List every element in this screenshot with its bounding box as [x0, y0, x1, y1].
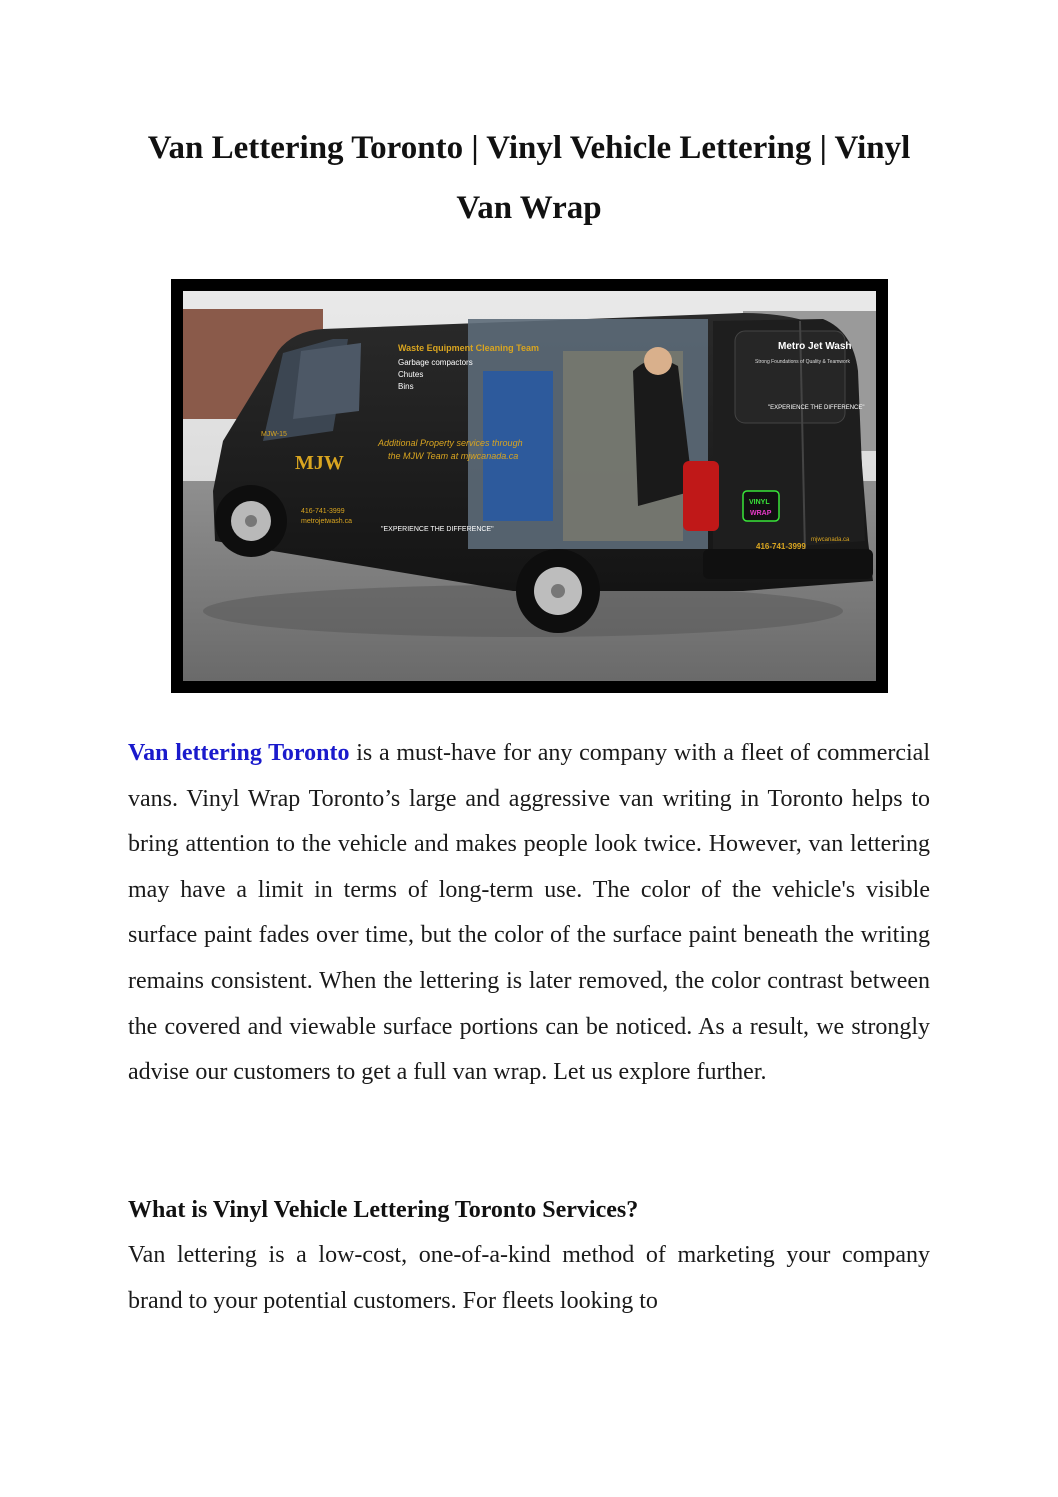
document-title: Van Lettering Toronto | Vinyl Vehicle Lettering | Vinyl Van Wrap — [147, 130, 911, 226]
side-phone: 416-741-3999 — [301, 508, 345, 515]
rear-website: mjwcanada.ca — [811, 537, 850, 543]
rear-phone: 416-741-3999 — [756, 542, 806, 551]
van-lettering-link[interactable]: Van lettering Toronto — [128, 740, 350, 766]
unit-number: MJW-15 — [261, 431, 287, 438]
rear-tagline: Strong Foundations of Quality & Teamwork — [755, 359, 850, 365]
service-item-1: Garbage compactors — [398, 358, 473, 367]
additional-services-2: the MJW Team at mjwcanada.ca — [388, 451, 519, 461]
badge-line-1: VINYL — [749, 499, 770, 506]
rear-brand: Metro Jet Wash — [778, 341, 852, 352]
intro-text: is a must-have for any company with a fleet of commercial vans. Vinyl Wrap Toronto’s large and aggressive van writing in Toronto helps to bring attention to the vehicle and makes people look twice. However, van lettering may have a limit in terms of long-term use. The color of the vehicle's visible surface paint fades over time, but the color of the surface paint beneath the writing remains consistent. When the lettering is later removed, the color contrast between the covered and viewable surface portions can be noticed. As a result, we strongly advise our customers to get a full van wrap. Let us explore further. — [128, 740, 930, 1086]
service-item-2: Chutes — [398, 370, 424, 379]
van-illustration — [183, 291, 876, 681]
rear-experience: "EXPERIENCE THE DIFFERENCE" — [768, 405, 865, 411]
rear-bumper — [703, 549, 873, 579]
section-paragraph: Van lettering is a low-cost, one-of-a-kind method of marketing your company brand to your potential customers. For fleets looking to — [128, 1242, 930, 1314]
rear-wheel — [516, 549, 600, 633]
vinyl-wrap-badge — [743, 491, 779, 521]
badge-line-2: WRAP — [750, 510, 772, 517]
worker-head — [644, 347, 672, 375]
tail-light — [683, 461, 719, 531]
side-website: metrojetwash.ca — [301, 518, 352, 525]
side-window — [293, 343, 361, 419]
van-photo — [171, 279, 888, 693]
additional-services: Additional Property services through — [378, 438, 523, 448]
front-wheel — [215, 485, 287, 557]
side-logo: MJW — [295, 452, 344, 474]
section-heading: What is Vinyl Vehicle Lettering Toronto Services? — [128, 1197, 639, 1223]
service-item-3: Bins — [398, 382, 414, 391]
intro-paragraph — [128, 731, 930, 1096]
side-experience: "EXPERIENCE THE DIFFERENCE" — [381, 526, 494, 533]
service-title: Waste Equipment Cleaning Team — [398, 343, 540, 353]
